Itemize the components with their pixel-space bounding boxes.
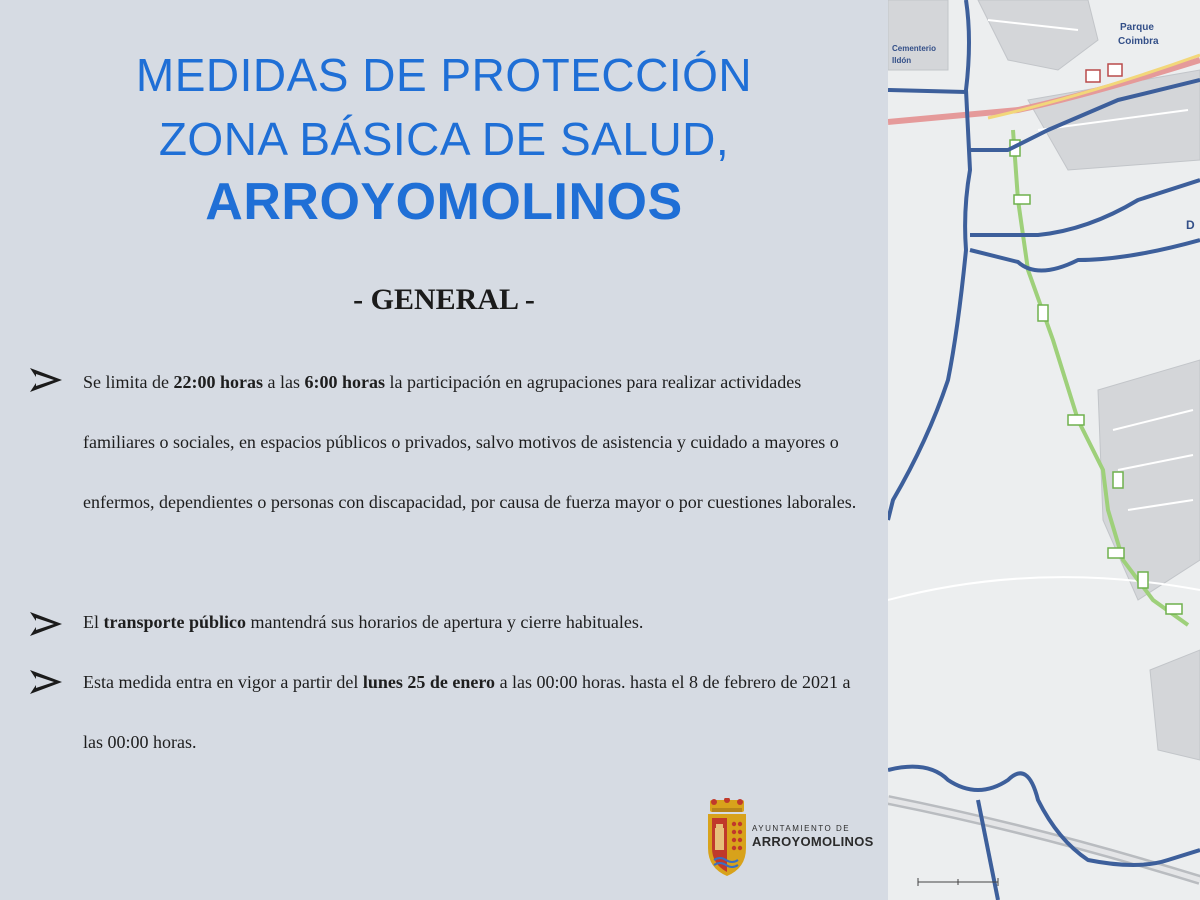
- title-line-3: ARROYOMOLINOS: [205, 173, 683, 231]
- arrow-bullet-icon: [28, 366, 64, 394]
- zone-map: [888, 0, 1200, 900]
- measure-text: a las: [262, 372, 305, 392]
- map-label-area-2: Ildón: [892, 56, 912, 65]
- measure-text: a las 00:00 horas. hasta el 8 de febrero de 2021 a las 00:00 horas.: [83, 672, 851, 752]
- map-label-letter: D: [1186, 218, 1195, 232]
- logo-text-council: AYUNTAMIENTO DE: [752, 824, 851, 833]
- measure-text: Se limita de: [83, 372, 174, 392]
- arrow-bullet-icon: [28, 610, 64, 638]
- map-drawing: [888, 0, 1200, 900]
- coat-of-arms-icon: [704, 798, 750, 878]
- section-subtitle: - GENERAL -: [353, 283, 535, 316]
- highlighted-text: transporte público: [103, 612, 247, 632]
- highlighted-text: 22:00 horas: [173, 372, 263, 392]
- arrow-bullet-icon: [28, 668, 64, 696]
- measure-text: Esta medida entra en vigor a partir del: [83, 672, 363, 692]
- measure-item: [83, 352, 863, 532]
- logo-text-town: ARROYOMOLINOS: [752, 834, 874, 849]
- measure-item: [83, 592, 863, 652]
- map-label-park-2: Coimbra: [1118, 36, 1159, 47]
- highlighted-text: 6:00 horas: [304, 372, 385, 392]
- map-label-area: Cementerio: [892, 44, 937, 53]
- highlighted-text: lunes 25 de enero: [362, 672, 496, 692]
- measure-text: la participación en agrupaciones para realizar actividades familiares o sociales, en espacios públicos o privados, salvo motivos de asistencia y cuidado a mayores o enfermos, dependientes o personas con discapacidad, por causa de fuerza mayor o por cuestiones laborales.: [83, 372, 857, 512]
- measure-text: mantendrá sus horarios de apertura y cierre habituales.: [246, 612, 644, 632]
- title-line-1: MEDIDAS DE PROTECCIÓN: [135, 49, 753, 101]
- measure-text: El: [83, 612, 104, 632]
- measure-item: [83, 652, 863, 772]
- title-line-2: ZONA BÁSICA DE SALUD,: [158, 113, 730, 165]
- map-label-park: Parque: [1120, 22, 1154, 33]
